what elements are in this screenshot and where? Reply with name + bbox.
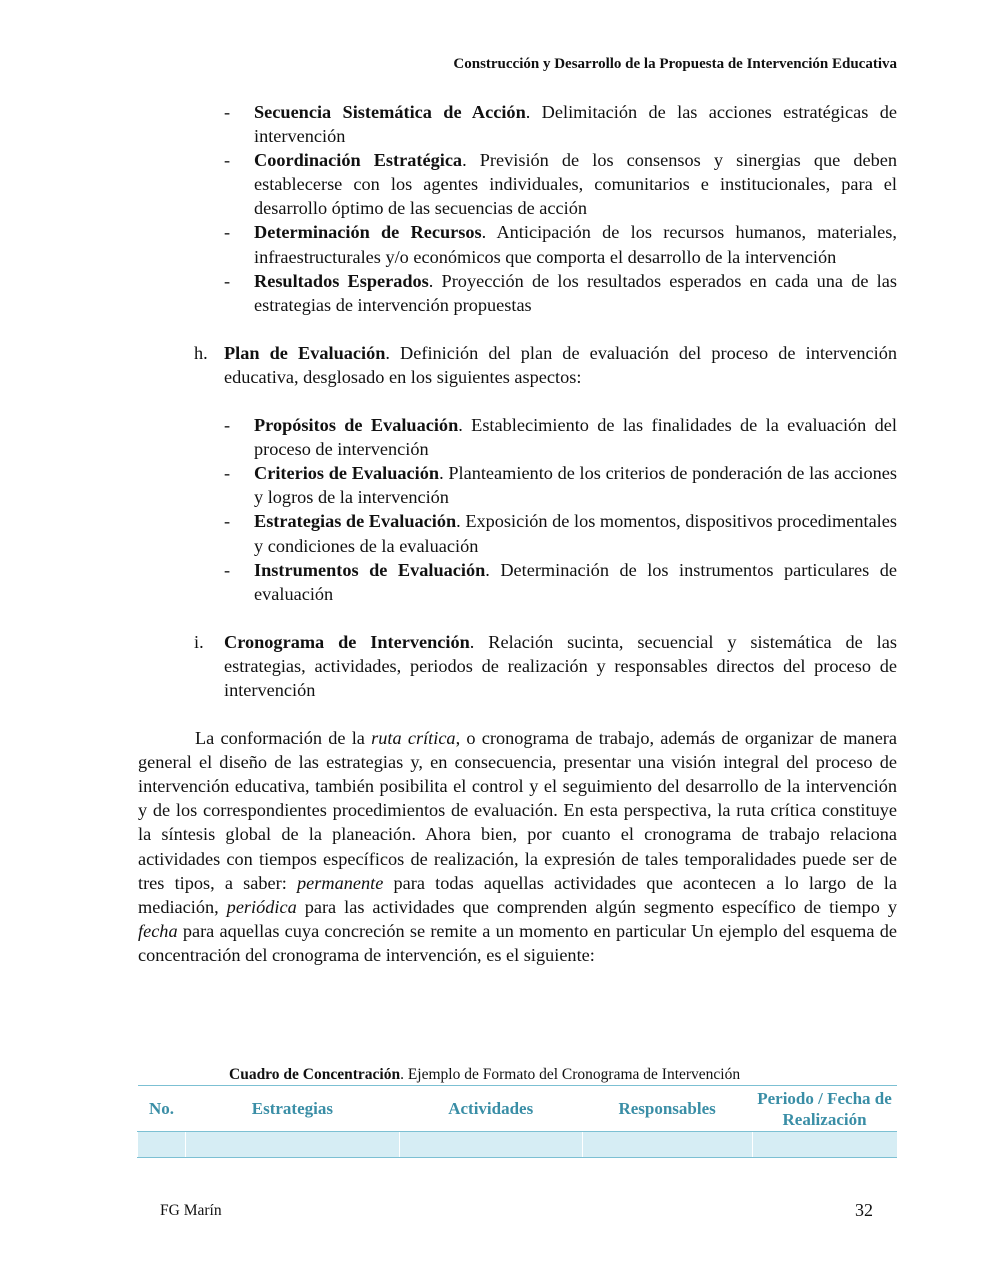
table-cell	[185, 1132, 399, 1158]
list-item: - Coordinación Estratégica. Previsión de los consensos y sinergias que deben establecerse con los agentes individuales, comunitarios e institucionales, para el desarrollo óptimo de las secuencias de acción	[224, 150, 897, 219]
section-marker: i.	[194, 631, 204, 652]
strategy-components-list	[138, 100, 897, 317]
page-number: 32	[855, 1200, 873, 1220]
section-term: Plan de Evaluación	[224, 342, 386, 363]
list-item: - Criterios de Evaluación. Planteamiento de los criterios de ponderación de las acciones y logros de la intervención	[224, 463, 897, 508]
table-row	[138, 1132, 898, 1158]
list-term: Criterios de Evaluación	[254, 463, 440, 484]
list-item: - Determinación de Recursos. Anticipación de los recursos humanos, materiales, infraestructurales y/o económicos que comporta el desarrollo de la intervención	[224, 222, 897, 267]
list-term: Instrumentos de Evaluación	[254, 559, 486, 580]
col-header-no: No.	[138, 1086, 186, 1132]
running-header: Construcción y Desarrollo de la Propuesta de Intervención Educativa	[453, 56, 897, 72]
list-term: Estrategias de Evaluación	[254, 511, 457, 532]
list-term: Secuencia Sistemática de Acción	[254, 102, 526, 122]
section-i: i. Cronograma de Intervención. Relación sucinta, secuencial y sistemática de las estrategias, actividades, periodos de realización y responsables directos del proceso de intervención	[138, 630, 897, 702]
footer-author: FG Marín	[160, 1202, 222, 1219]
table-cell	[582, 1132, 752, 1158]
section-term: Cronograma de Intervención	[224, 631, 470, 652]
list-term: Determinación de Recursos	[254, 222, 482, 243]
col-header-period: Periodo / Fecha de Realización	[752, 1086, 897, 1132]
col-header-strategies: Estrategias	[185, 1086, 399, 1132]
list-term: Coordinación Estratégica	[254, 150, 463, 171]
table-cell	[399, 1132, 582, 1158]
table-cell	[138, 1132, 186, 1158]
list-item: - Instrumentos de Evaluación. Determinación de los instrumentos particulares de evaluación	[224, 559, 897, 604]
table-cell	[752, 1132, 897, 1158]
page-body	[138, 100, 897, 967]
list-item: - Estrategias de Evaluación. Exposición de los momentos, dispositivos procedimentales y condiciones de la evaluación	[224, 511, 897, 556]
table-header-row	[138, 1086, 898, 1132]
col-header-activities: Actividades	[399, 1086, 582, 1132]
list-item: - Secuencia Sistemática de Acción. Delimitación de las acciones estratégicas de intervención	[224, 102, 897, 147]
section-h: h. Plan de Evaluación. Definición del plan de evaluación del proceso de intervención educativa, desglosado en los siguientes aspectos:	[138, 341, 897, 389]
list-item: - Resultados Esperados. Proyección de los resultados esperados en cada una de las estrategias de intervención propuestas	[224, 270, 897, 315]
list-item: - Propósitos de Evaluación. Establecimiento de las finalidades de la evaluación del proceso de intervención	[224, 415, 897, 460]
col-header-responsible: Responsables	[582, 1086, 752, 1132]
section-marker: h.	[194, 342, 208, 363]
table-caption: Cuadro de Concentración. Ejemplo de Formato del Cronograma de Intervención	[229, 1066, 741, 1083]
body-paragraph: La conformación de la ruta crítica, o cronograma de trabajo, además de organizar de manera general el diseño de las estrategias y, en consecuencia, presentar una visión integral del proceso de intervención educativa, también posibilita el control y el seguimiento del desarrollo de la intervención y de los correspondientes procedimientos de evaluación. En esta perspectiva, la ruta crítica constituye la síntesis global de la planeación. Ahora bien, por cuanto el cronograma de trabajo relaciona actividades con tiempos específicos de realización, la expresión de tales temporalidades puede ser de tres tipos, a saber: permanente para todas aquellas actividades que acontecen a lo largo de la mediación, periódica para las actividades que comprenden algún segmento específico de tiempo y fecha para aquellas cuya concreción se remite a un momento en particular Un ejemplo del esquema de concentración del cronograma de intervención, es el siguiente:	[138, 728, 898, 965]
list-term: Propósitos de Evaluación	[254, 415, 459, 436]
schedule-table	[137, 1085, 897, 1158]
evaluation-list	[138, 413, 897, 606]
list-term: Resultados Esperados	[254, 270, 429, 291]
